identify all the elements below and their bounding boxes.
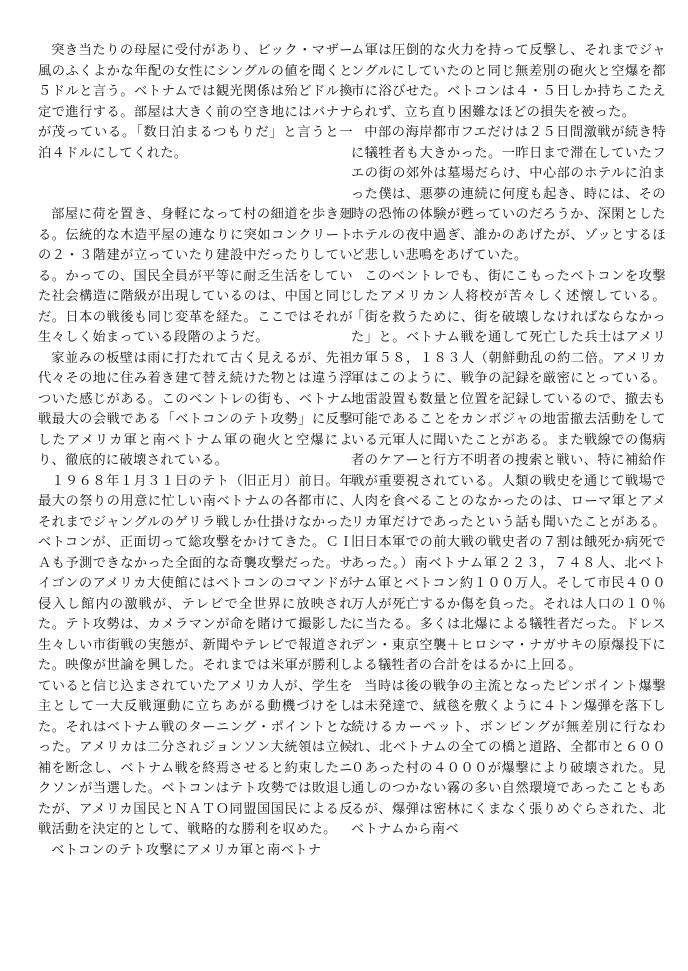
right-column: [351, 41, 666, 841]
paragraph-carpet-bombing: 当時は後の戦争の主流となったピンポイント爆撃は未発達で、絨毯を敷くように４トン爆弾を落下し続けるカーペット、ボンビングが無差別に行なわれ、北ベトナムの全ての橋と道路、全都市と６０００あった村の４０００が爆撃により破壊された。見通しのつかない霧の多い自然環境であったこともあるが、爆弾は密林にくまなく張りめぐらされた、北ベトナムから南ベ: [351, 678, 666, 837]
paragraph-hue: 中部の海岸都市フエだけは２５日間激戦が続き特に犠牲者も大きかった。一昨日まで滞在していたフエの街の郊外は墓場だらけ、中心部のホテルに泊まった僕は、悪夢の連続に何度も起き、時には、その時の恐怖の体験が甦っていのだろうか、深閑としたホテルの夜中過ぎ、誰かのあげたが、ゾッとするほど悲しい悲鳴をあげていた。: [351, 125, 666, 263]
paragraph-counterattack-start: ベトコンのテト攻撃にアメリカ軍と南ベトナ: [51, 842, 322, 858]
paragraph-ben-tre-destruction: 家並みの板壁は雨に打たれて古く見えるが、先祖代々その地に住み着き建て替え続けた物とは違う浮ついた感じがある。このベントレの街も、ベトナム戦最大の会戦である「ベトコンのテト攻勢」に反撃したアメリカ軍と南ベトナム軍の砲火と空爆により、徹底的に破壊されている。: [38, 350, 353, 468]
paragraph-tet-offensive: １９６８年１月３１日のテト（旧正月）前日。年最大の祭りの用意に忙しい南ベトナムの各都市に、それまでジャングルのゲリラ戦しか仕掛けなかったベトコンが、正面切って総攻撃をかけてきた。ＣＩＡも予測できなかった全面的な奇襲攻撃だった。サイゴンのアメリカ大使館にはベトコンのコマンドが侵入し館内の激戦が、テレビで全世界に放映された。テト攻勢は、カメラマンが命を賭けて撮影した生々しい市街戦の実態が、新聞やテレビで報道された。映像が世論を興した。それまでは米軍が勝利していると信じ込まされていたアメリカ人が、学生を主として一大反戦運動に立ちあがる動機づけをした。それはベトナム戦のターニング・ポイントとなった。アメリカは二分されジョンソン大統領は立候補を断念し、ベトナム戦を終焉させると約束したニクソンが当選した。ベトコンはテト攻勢では敗退したが、アメリカ国民とＮＡＴＯ同盟国国民による反戦活動を決定的として、戦略的な勝利を収めた。: [38, 473, 353, 837]
paragraph-village-walk: 部屋に荷を置き、身軽になって村の細道を歩き廻る。伝統的な木造平屋の連なりに突如コンクリートの２・３階建が立っていたり建設中だったりしている。かっての、国民全員が平等に耐乏生活をしていた社会構造に階級が出現しているのは、中国と同じだ。日本の戦後も同じ変革を経た。ここではそれが生々しく始まっている段階のようだ。: [38, 207, 353, 345]
paragraph-reception: 突き当たりの母屋に受付があり、ビック・マザー風のふくよかな年配の女性にシングルの値を聞くと５ドルと言う。ベトナムでは観光関係は殆どドル換定で進行する。部屋は大きく前の空き地にはバナナが茂っている。「数日泊まるつもりだ」と言うと一泊４ドルにしてくれた。: [38, 43, 353, 161]
paragraph-counterattack-continued: ム軍は圧倒的な火力を持って反撃し、それまでジャングルにしていたのと同じ無差別の砲火と空爆を都市に浴びせた。ベトコンは４・５日しか持ちこたえられず、立ち直り困難なほどの損失を被った。: [351, 43, 666, 120]
paragraph-casualties: このベントレでも、街にこもったベトコンを攻撃したアメリカン人将校が苦々しく述懐している。「街を救うために、街を破壊しなければならなかった」と。ベトナム戦を通して死亡した兵士はアメリカ軍５８，１８３人（朝鮮動乱の約二倍。アメリカ軍はこのように、戦争の記録を厳密にとっている。地雷設置も数量と位置を記録しているので、撤去も可能であることをカンボジャの地雷撤去活動をしている元軍人に聞いたことがある。また戦線での傷病者のケアーと行方不明者の捜索と戦い、特に補給作戦が重要視されている。人類の戦史を通じて戦場で人肉を食べることのなかったのは、ローマ軍とアメリカ軍だけであったという話も聞いたことがある。旧日本軍での前大戦の戦史者の７割は餓死か病死であった。）南ベトナム軍２２３，７４８人、北ベトナム軍とベトコン約１００万人。そして市民４００万人が死亡するか傷を負った。それは人口の１０％に当たる。多くは北爆による犠牲者だった。ドレスデン・東京空襲＋ヒロシマ・ナガサキの原爆投下による犠牲者の合計をはるかに上回る。: [351, 268, 666, 673]
paragraph-gap: [38, 164, 353, 205]
left-column: [38, 41, 353, 861]
